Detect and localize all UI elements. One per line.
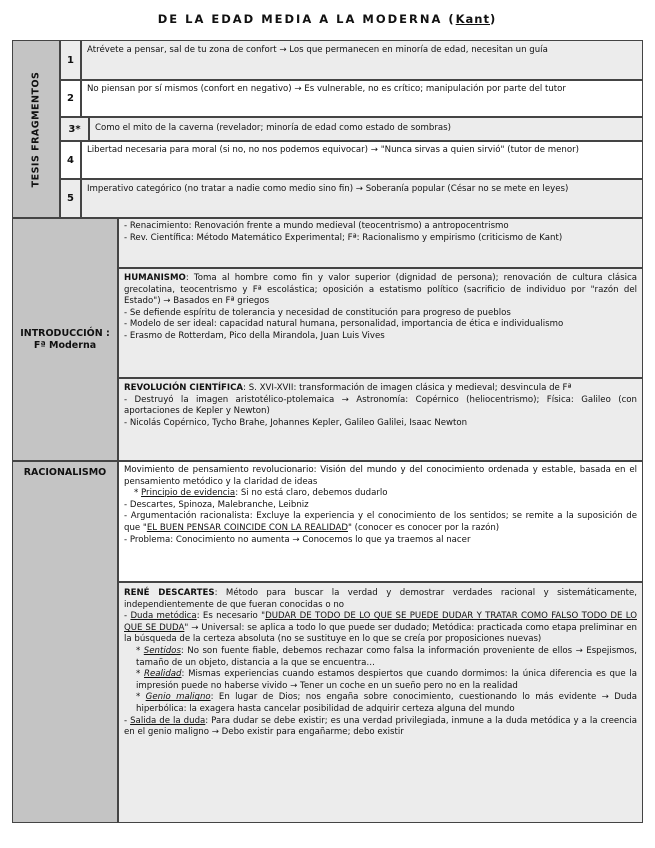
realidad: Realidad [144,669,182,680]
racionalismo-label: RACIONALISMO [23,467,107,478]
intro-label: INTRODUCCIÓN : Fª Moderna [20,327,110,351]
page-title: DE LA EDAD MEDIA A LA MODERNA (Kant) [157,12,498,26]
humanismo-tolerancia: - Se defiende espíritu de tolerancia y necesidad de constitución para progreso de pueblos [124,307,511,318]
racionalismo-definicion: Movimiento de pensamiento revolucionario: Visión del mundo y del conocimiento ordenada y estable, basada en el pensamiento metódico y la claridad de ideas [124,465,637,487]
humanismo-intro: : Toma al hombre como fin y valor superior (dignidad de persona); renovación de cultura clásica grecolatina, teocentrismo y Fª escolástica; oposición a estatismo político (sacrificio de individuo por "razón del Estado") → Basados en Fª griegos [124,273,637,307]
humanismo-autores: - Erasmo de Rotterdam, Pico della Mirandola, Juan Luis Vives [124,330,385,341]
genio-maligno: Genio maligno [145,692,211,703]
tesis-row-5-text: Imperativo categórico (no tratar a nadie como medio sino fin) → Soberanía popular (César no se mete en leyes) [81,179,643,218]
racionalismo-block-intro: Movimiento de pensamiento revolucionario: Visión del mundo y del conocimiento ordenada y estable, basada en el pensamiento metódico y la claridad de ideas * Principio de evidencia: Si no está claro, debemos dudarlo - Descartes, Spinoza, Malebranche, Leibniz - Argumentación racionalista: Excluye la experiencia y el conocimiento de los sentidos; se remite a la suposición de que "EL BUEN PENSAR COINCIDE CON LA REALIDAD" (conocer es conocer por la razón) - Problema: Conocimiento no aumenta → Conocemos lo que ya traemos al nacer [118,461,643,582]
tesis-row-2-num: 2 [60,80,81,117]
tesis-row-4-num: 4 [60,141,81,179]
revolucion-intro: : S. XVI-XVII: transformación de imagen clásica y medieval; desvincula de Fª [243,383,572,393]
intro-block-revolucion [118,378,643,461]
racionalismo-block-descartes: RENÉ DESCARTES: Método para buscar la verdad y demostrar verdades racional y sistemáticamente, independientemente de que fueran conocidas o no - Duda metódica: Es necesario "DUDAR DE TODO DE LO QUE SE PUEDE DUDAR Y TRATAR COMO FALSO TODO DE LO QUE SE DUDA" → Universal: se aplica a todo lo que puede ser dudado; Metódica: practicada como etapa preliminar en la búsqueda de la certeza absoluta (no se sustituye en lo que se creía por proposiciones nuevas) * Sentidos: No son fuente fiable, debemos rechazar como falsa la información proveniente de ellos → Espejismos, tamaño de un objeto, distancia a la que se encuentra… * Realidad: Mismas experiencias cuando estamos despiertos que cuando dormimos: la única diferencia es que la impresión puede no haberse vivido → Tener un coche en un sueño pero no en la realidad * Genio maligno: En lugar de Dios; nos engaña sobre conocimiento, cuestionando lo más evidente → Duda hiperbólica: la exagera hasta cancelar posibilidad de adquirir certeza alguna del mundo - Salida de la duda: Para dudar se debe existir; es una verdad privilegiada, inmune a la duda metódica y a la creencia en el genio maligno → Debo existir para engañarme; debo existir [118,582,643,823]
dudar-de-todo: DUDAR DE TODO DE LO QUE SE PUEDE DUDAR Y TRATAR COMO FALSO TODO DE LO QUE SE DUDA [124,611,637,633]
tesis-row-3-num: 3* [60,117,89,141]
revolucion-autores: - Nicolás Copérnico, Tycho Brahe, Johannes Kepler, Galileo Galilei, Isaac Newton [124,417,468,428]
tesis-row-1-num: 1 [60,40,81,80]
descartes-heading: RENÉ DESCARTES [124,588,215,598]
intro-block-humanismo [118,268,643,378]
racionalismo-label-cell [12,461,118,823]
intro-revcientifica-line: - Rev. Científica: Método Matemático Experimental; Fª: Racionalismo y empirismo (criticismo de Kant) [124,232,563,243]
tesis-row-1-text: Atrévete a pensar, sal de tu zona de confort → Los que permanecen en minoría de edad, necesitan un guía [81,40,643,80]
tesis-label-cell [12,40,60,218]
buen-pensar: EL BUEN PENSAR COINCIDE CON LA REALIDAD [146,522,348,533]
duda-metodica: Duda metódica [130,611,197,622]
tesis-row-5-num: 5 [60,179,81,218]
revolucion-aristotelica: - Destruyó la imagen aristotélico-ptolemaica → Astronomía: Copérnico (heliocentrismo); Física: Galileo (con aportaciones de Kepler y Newton) [124,394,637,417]
tesis-label: TESIS FRAGMENTOS [30,71,42,187]
intro-renacimiento-line: - Renacimiento: Renovación frente a mundo medieval (teocentrismo) a antropocentrismo [124,221,509,231]
humanismo-modelo: - Modelo de ser ideal: capacidad natural humana, personalidad, importancia de ética e individualismo [124,319,564,330]
descartes-metodo: : Método para buscar la verdad y demostrar verdades racional y sistemáticamente, independientemente de que fueran conocidas o no [124,588,637,610]
racionalismo-problema: - Problema: Conocimiento no aumenta → Conocemos lo que ya traemos al nacer [124,534,471,545]
tesis-row-2-text: No piensan por sí mismos (confort en negativo) → Es vulnerable, no es crítico; manipulación por parte del tutor [81,80,643,117]
racionalismo-autores: - Descartes, Spinoza, Malebranche, Leibniz [124,499,309,510]
tesis-row-4-text: Libertad necesaria para moral (si no, no nos podemos equivocar) → "Nunca sirvas a quien sirvió" (tutor de menor) [81,141,643,179]
salida-duda: Salida de la duda [130,715,206,726]
humanismo-heading: HUMANISMO [124,273,186,283]
sentidos: Sentidos [143,645,181,656]
revolucion-heading: REVOLUCIÓN CIENTÍFICA [124,383,244,393]
intro-block-renacimiento [118,218,643,268]
intro-label-cell [12,218,118,461]
tesis-row-3-text: Como el mito de la caverna (revelador; minoría de edad como estado de sombras) [89,117,643,141]
principio-evidencia: Principio de evidencia [141,488,236,499]
title-author: Kant [455,12,490,26]
